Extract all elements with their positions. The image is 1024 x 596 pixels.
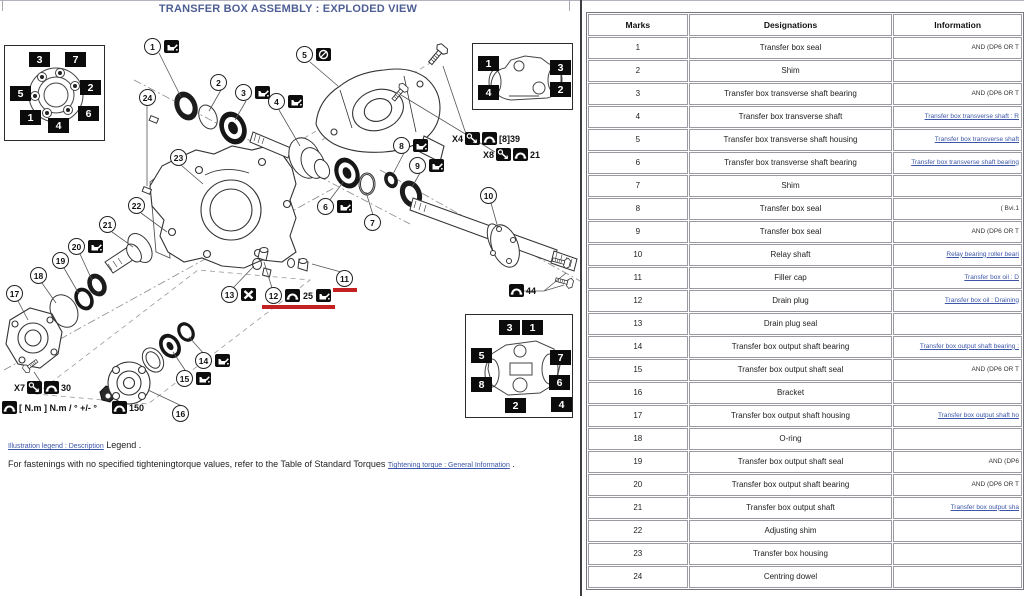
mark-cell: 13 — [588, 313, 688, 335]
callout-number: 5 — [296, 46, 313, 63]
table-row — [588, 520, 1022, 542]
callout-number: 13 — [221, 286, 238, 303]
information-cell — [893, 198, 1022, 220]
callout-6 — [317, 198, 352, 215]
fastener-label — [509, 284, 536, 297]
information-cell — [893, 543, 1022, 565]
information-cell — [893, 244, 1022, 266]
callout-number: 19 — [52, 252, 69, 269]
table-row — [588, 497, 1022, 519]
callout-number: 17 — [6, 285, 23, 302]
mark-cell: 20 — [588, 474, 688, 496]
part-tag-6: 6 — [78, 106, 99, 121]
table-row — [588, 129, 1022, 151]
information-cell — [893, 313, 1022, 335]
designation-cell: Filler cap — [689, 267, 893, 289]
information-text: AND (DP6 — [988, 457, 1019, 465]
information-cell — [893, 428, 1022, 450]
information-cell — [893, 451, 1022, 473]
torque-value: [8]39 — [499, 133, 521, 144]
table-row — [588, 221, 1022, 243]
column-header-designations: Designations — [689, 14, 893, 36]
part-tag-8: 8 — [471, 377, 492, 392]
information-link[interactable]: Transfer box transverse shaft : R — [924, 112, 1019, 120]
table-row — [588, 83, 1022, 105]
table-row — [588, 198, 1022, 220]
highlight-underline — [333, 288, 357, 292]
lubricate-icon — [88, 240, 103, 253]
torque-value: 150 — [129, 402, 145, 413]
torque-value: [ N.m ] N.m / ° +/- ° — [19, 402, 97, 413]
torque-note-line — [8, 459, 515, 469]
information-link[interactable]: Transfer box output sha — [950, 503, 1019, 511]
torque-icon — [509, 284, 524, 297]
callout-number: 4 — [268, 93, 285, 110]
information-link[interactable]: Transfer box oil : Draining — [944, 296, 1019, 304]
part-tag-4: 4 — [551, 397, 572, 412]
information-cell — [893, 382, 1022, 404]
designation-cell: Transfer box output shaft housing — [689, 405, 893, 427]
callout-number: 1 — [144, 38, 161, 55]
callout-10 — [480, 187, 497, 204]
mark-cell: 4 — [588, 106, 688, 128]
designation-cell: Transfer box transverse shaft bearing — [689, 152, 893, 174]
callout-12 — [265, 287, 331, 304]
lubricate-icon — [316, 289, 331, 302]
fastener-label-x7 — [14, 381, 71, 394]
callout-20 — [68, 238, 103, 255]
mark-cell: 8 — [588, 198, 688, 220]
table-row — [588, 60, 1022, 82]
callout-11 — [336, 270, 353, 287]
part-tag-2: 2 — [550, 82, 571, 97]
callout-19 — [52, 252, 69, 269]
information-cell — [893, 566, 1022, 588]
torque-icon — [482, 132, 497, 145]
inset-flange-view — [4, 45, 105, 141]
callout-number: 16 — [172, 405, 189, 422]
table-row — [588, 152, 1022, 174]
designation-cell: Transfer box seal — [689, 37, 893, 59]
mark-cell: 19 — [588, 451, 688, 473]
callout-13 — [221, 286, 256, 303]
part-tag-2: 2 — [505, 398, 526, 413]
part-tag-7: 7 — [65, 52, 86, 67]
callout-number: 8 — [393, 137, 410, 154]
mark-cell: 22 — [588, 520, 688, 542]
mark-cell: 11 — [588, 267, 688, 289]
callout-number: 2 — [210, 74, 227, 91]
callout-16 — [172, 405, 189, 422]
column-header-information: Information — [893, 14, 1022, 36]
part-tag-1: 1 — [478, 56, 499, 71]
parts-table-body — [588, 37, 1022, 588]
callout-3 — [235, 84, 270, 101]
mark-cell: 3 — [588, 83, 688, 105]
torque-icon — [112, 401, 127, 414]
callout-22 — [128, 197, 145, 214]
fastener-label-x4 — [452, 132, 520, 145]
mark-cell: 1 — [588, 37, 688, 59]
page-title: TRANSFER BOX ASSEMBLY : EXPLODED VIEW — [158, 3, 418, 15]
information-cell — [893, 359, 1022, 381]
callout-24 — [139, 89, 156, 106]
designation-cell: Transfer box transverse shaft bearing — [689, 83, 893, 105]
lubricate-icon — [196, 372, 211, 385]
illustration-legend-link[interactable]: Illustration legend : Description — [8, 443, 104, 450]
table-row — [588, 382, 1022, 404]
mark-cell: 17 — [588, 405, 688, 427]
mark-cell: 7 — [588, 175, 688, 197]
torque-icon — [285, 289, 300, 302]
callout-number: 21 — [99, 216, 116, 233]
callout-15 — [176, 370, 211, 387]
designation-cell: Drain plug — [689, 290, 893, 312]
table-row — [588, 566, 1022, 588]
information-text: AND (DP6 OR T — [971, 43, 1019, 51]
table-row — [588, 428, 1022, 450]
designation-cell: Shim — [689, 60, 893, 82]
fastener-count: X7 — [14, 382, 26, 393]
mark-cell: 23 — [588, 543, 688, 565]
callout-number: 18 — [30, 267, 47, 284]
callout-4 — [268, 93, 303, 110]
table-row — [588, 244, 1022, 266]
information-cell — [893, 336, 1022, 358]
information-text: AND (DP6 OR T — [971, 365, 1019, 373]
lubricate-icon — [429, 159, 444, 172]
callout-number: 14 — [195, 352, 212, 369]
seal-icon — [316, 48, 331, 61]
designation-cell: Transfer box output shaft bearing — [689, 474, 893, 496]
mark-cell: 21 — [588, 497, 688, 519]
information-text: AND (DP6 OR T — [971, 89, 1019, 97]
designation-cell: Drain plug seal — [689, 313, 893, 335]
tightening-torque-link[interactable]: Tightening torque : General Information — [387, 462, 510, 469]
table-row — [588, 267, 1022, 289]
callout-number: 7 — [364, 214, 381, 231]
information-cell — [893, 267, 1022, 289]
table-row — [588, 106, 1022, 128]
inset-box-top-art — [473, 44, 574, 111]
mark-cell: 18 — [588, 428, 688, 450]
information-link[interactable]: Transfer box output shaft ho — [937, 411, 1019, 419]
table-row — [588, 37, 1022, 59]
information-cell — [893, 175, 1022, 197]
part-tag-3: 3 — [29, 52, 50, 67]
callout-number: 10 — [480, 187, 497, 204]
column-header-marks: Marks — [588, 14, 688, 36]
mark-cell: 12 — [588, 290, 688, 312]
information-text: AND (DP6 OR T — [971, 227, 1019, 235]
designation-cell: O-ring — [689, 428, 893, 450]
parts-table — [586, 12, 1024, 590]
designation-cell: Transfer box housing — [689, 543, 893, 565]
highlight-underline — [262, 305, 335, 309]
mark-cell: 6 — [588, 152, 688, 174]
inset-box-top-view — [472, 43, 573, 110]
callout-7 — [364, 214, 381, 231]
torque-icon — [44, 381, 59, 394]
mark-cell: 2 — [588, 60, 688, 82]
screw-icon — [27, 381, 42, 394]
information-link[interactable]: Transfer box output shaft bearing : — [919, 342, 1019, 350]
callout-1 — [144, 38, 179, 55]
callout-2 — [210, 74, 227, 91]
information-cell — [893, 60, 1022, 82]
designation-cell: Transfer box output shaft seal — [689, 359, 893, 381]
information-cell — [893, 106, 1022, 128]
part-tag-4: 4 — [48, 118, 69, 133]
table-row — [588, 359, 1022, 381]
legend-text: Legend . — [106, 440, 142, 450]
table-row — [588, 336, 1022, 358]
information-cell — [893, 474, 1022, 496]
callout-18 — [30, 267, 47, 284]
screw-icon — [465, 132, 480, 145]
callout-21 — [99, 216, 116, 233]
callout-5 — [296, 46, 331, 63]
torque-value: 30 — [61, 382, 72, 393]
table-header-row — [588, 14, 1022, 36]
part-tag-6: 6 — [549, 375, 570, 390]
part-tag-5: 5 — [10, 86, 31, 101]
designation-cell: Transfer box output shaft seal — [689, 451, 893, 473]
torque-value: 44 — [526, 285, 537, 296]
designation-cell: Transfer box seal — [689, 198, 893, 220]
information-cell — [893, 497, 1022, 519]
torque-icon — [2, 401, 17, 414]
table-row — [588, 405, 1022, 427]
callout-number: 9 — [409, 157, 426, 174]
information-link[interactable]: Transfer box oil : D — [964, 273, 1019, 281]
information-cell — [893, 290, 1022, 312]
torque-value: 25 — [303, 290, 314, 301]
mark-cell: 5 — [588, 129, 688, 151]
fastener-count: X8 — [483, 149, 495, 160]
fastener-label — [112, 401, 144, 414]
information-link[interactable]: Transfer box transverse shaft bearing — [911, 158, 1019, 166]
information-cell — [893, 405, 1022, 427]
inset-box-side-view — [465, 314, 573, 418]
callout-14 — [195, 352, 230, 369]
information-cell — [893, 129, 1022, 151]
table-row — [588, 451, 1022, 473]
table-row — [588, 543, 1022, 565]
designation-cell: Bracket — [689, 382, 893, 404]
part-tag-3: 3 — [499, 320, 520, 335]
mark-cell: 9 — [588, 221, 688, 243]
information-cell — [893, 221, 1022, 243]
callout-17 — [6, 285, 23, 302]
designation-cell: Adjusting shim — [689, 520, 893, 542]
callout-number: 22 — [128, 197, 145, 214]
part-tag-7: 7 — [550, 350, 571, 365]
part-tag-3: 3 — [550, 60, 571, 75]
table-row — [588, 313, 1022, 335]
fastener-label-x8 — [483, 148, 540, 161]
lubricate-icon — [215, 354, 230, 367]
fastener-label — [2, 401, 97, 414]
mark-cell: 10 — [588, 244, 688, 266]
torque-value: 21 — [530, 149, 541, 160]
part-tag-1: 1 — [20, 110, 41, 125]
designation-cell: Transfer box output shaft bearing — [689, 336, 893, 358]
information-text: ( Bvi.1 — [1000, 204, 1019, 212]
callout-number: 3 — [235, 84, 252, 101]
information-cell — [893, 520, 1022, 542]
mark-cell: 14 — [588, 336, 688, 358]
discard-icon — [241, 288, 256, 301]
callout-number: 6 — [317, 198, 334, 215]
designation-cell: Transfer box output shaft — [689, 497, 893, 519]
table-row — [588, 175, 1022, 197]
mark-cell: 24 — [588, 566, 688, 588]
lubricate-icon — [337, 200, 352, 213]
designation-cell: Relay shaft — [689, 244, 893, 266]
mark-cell: 15 — [588, 359, 688, 381]
part-tag-5: 5 — [471, 348, 492, 363]
part-tag-4: 4 — [478, 85, 499, 100]
designation-cell: Centring dowel — [689, 566, 893, 588]
information-text: AND (DP6 OR T — [971, 480, 1019, 488]
callout-number: 12 — [265, 287, 282, 304]
mark-cell: 16 — [588, 382, 688, 404]
callout-8 — [393, 137, 428, 154]
information-link[interactable]: Relay bearing roller beari — [946, 250, 1019, 258]
callout-9 — [409, 157, 444, 174]
information-link[interactable]: Transfer box transverse shaft — [934, 135, 1019, 143]
lubricate-icon — [413, 139, 428, 152]
information-cell — [893, 83, 1022, 105]
callout-number: 11 — [336, 270, 353, 287]
designation-cell: Transfer box seal — [689, 221, 893, 243]
information-cell — [893, 152, 1022, 174]
panel-divider — [580, 0, 582, 596]
lubricate-icon — [288, 95, 303, 108]
callout-number: 20 — [68, 238, 85, 255]
table-row — [588, 290, 1022, 312]
part-tag-2: 2 — [80, 80, 101, 95]
callout-number: 23 — [170, 149, 187, 166]
callout-number: 24 — [139, 89, 156, 106]
part-tag-1: 1 — [522, 320, 543, 335]
torque-note-end: . — [512, 459, 515, 469]
torque-icon — [513, 148, 528, 161]
lubricate-icon — [164, 40, 179, 53]
designation-cell: Shim — [689, 175, 893, 197]
callout-23 — [170, 149, 187, 166]
designation-cell: Transfer box transverse shaft — [689, 106, 893, 128]
callout-number: 15 — [176, 370, 193, 387]
fastener-count: X4 — [452, 133, 464, 144]
table-row — [588, 474, 1022, 496]
information-cell — [893, 37, 1022, 59]
torque-note-text: For fastenings with no specified tighteningtorque values, refer to the Table of Standard Torques — [8, 459, 386, 469]
legend-line — [8, 440, 141, 450]
designation-cell: Transfer box transverse shaft housing — [689, 129, 893, 151]
screw-icon — [496, 148, 511, 161]
